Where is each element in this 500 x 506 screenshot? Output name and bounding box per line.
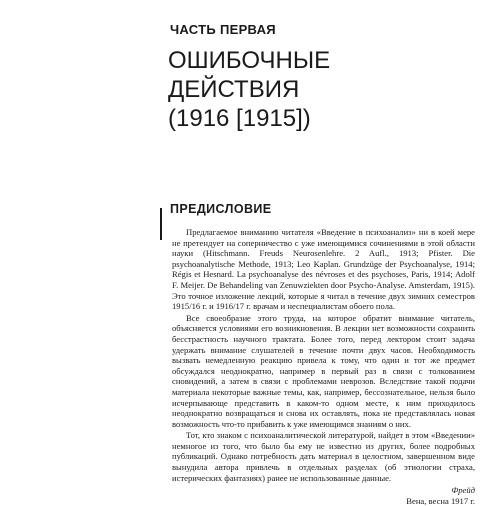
paragraph-3: Тот, кто знаком с психоаналитической литературой, найдет в этом «Введении» немногое из того, что было бы ему не известно из других, более подробных публикаций. Однако потребность дать материал в целостном, завершенном виде вынудила автора привлечь в отдельных разделах (об этиологии страха, истерических фантазиях) ранее не использованные данные. [172,430,475,483]
part-label: ЧАСТЬ ПЕРВАЯ [170,22,276,37]
preface-body [172,227,475,506]
section-heading: ПРЕДИСЛОВИЕ [170,202,272,216]
part-title-line-2: ДЕЙСТВИЯ [168,76,300,103]
paragraph-2: Все своеобразие этого труда, на которое обратит внимание читатель, объясняется условиями его возникновения. В лекции нет возможности сохранить бесстрастность научного трактата. Более того, перед лектором стоит задача удержать внимание слушателей в течение почти двух часов. Необходимость вызвать немедленную реакцию привела к тому, что один и тот же предмет обсуждался неоднократно, например в первый раз в связи с толкованием сновидений, а затем в связи с проблемами неврозов. Вследствие такой подачи материала некоторые важные темы, как, например, бессознательное, нельзя было исчерпывающе представить в каком-то одном месте, к ним приходилось неоднократно возвращаться и снова их оставлять, пока не представлялась новая возможность что-то прибавить к уже имеющимся знаниям о них. [172,312,475,429]
dateline: Вена, весна 1917 г. [406,495,475,506]
part-title-line-3: (1916 [1915]) [168,105,311,132]
part-title [168,46,468,133]
paragraph-1: Предлагаемое вниманию читателя «Введение в психоанализ» ни в коей мере не претендует на соперничество с уже имеющимися сочинениями в этой области науки (Hitschmann. Freuds Neurosenlehre. 2 Aufl., 1913; Pfister. Die psychoanalytische Methode, 1913; Leo Kaplan. Grundzüge der Psychoanalyse, 1914; Régis et Hesnard. La psychoanalyse des névroses et des psychoses, Paris, 1914; Adolf F. Meijer. De Behandeling van Zenuwziekten door Psycho-Analyse. Amsterdam, 1915). Это точное изложение лекций, которые я читал в течение двух зимних семестров 1915/16 г. и 1916/17 г. врачам и неспециалистам обоего пола. [172,227,475,312]
part-title-line-1: ОШИБОЧНЫЕ [168,47,331,74]
section-marker-bar [160,208,162,240]
author-signature: Фрейд [451,485,475,496]
